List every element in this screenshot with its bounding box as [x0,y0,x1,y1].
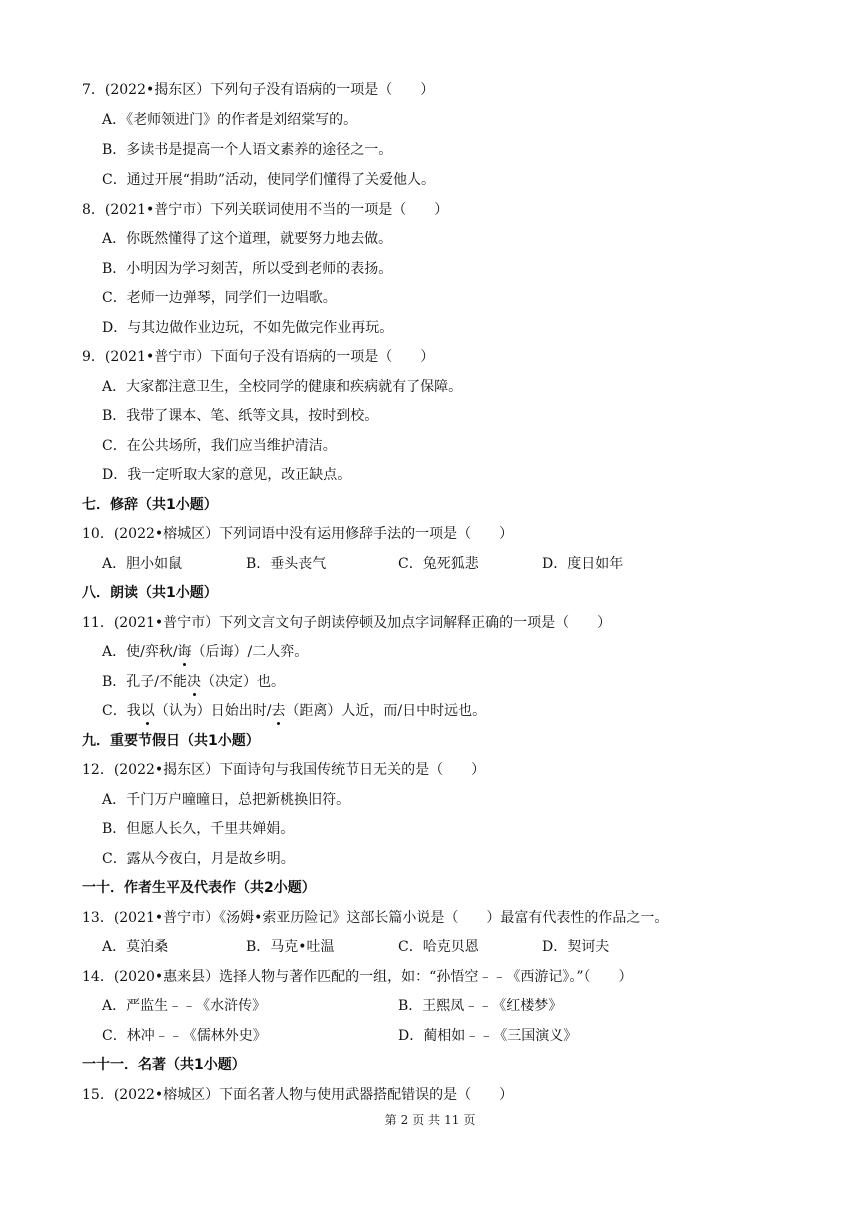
question-11-option-b [102,672,285,692]
section-heading-reading-aloud: 八．朗读（共1小题） [82,585,218,601]
question-7-stem: 7．(2022•揭东区）下列句子没有语病的一项是（ ） [82,82,435,98]
dotted-character: 诲 [177,644,192,660]
footer-prefix: 第 [384,1113,397,1127]
question-9-stem: 9．(2021•普宁市）下面句子没有语病的一项是（ ） [82,349,435,365]
question-13-stem: 13．(2021•普宁市）《汤姆•索亚历险记》这部长篇小说是（ ）最富有代表性的作品之一。 [82,910,669,926]
question-10-option-d: D．度日如年 [542,556,624,572]
question-10-stem: 10．(2022•榕城区）下列词语中没有运用修辞手法的一项是（ ） [82,526,514,542]
current-page-number: 2 [400,1113,409,1127]
question-11-option-a [102,642,308,662]
question-14-option-b: B．王熙凤﹣﹣《红楼梦》 [398,998,563,1014]
section-heading-rhetoric: 七．修辞（共1小题） [82,497,218,513]
question-7-option-b: B．多读书是提高一个人语文素养的途径之一。 [102,142,393,158]
question-12-stem: 12．(2022•揭东区）下面诗句与我国传统节日无关的是（ ） [82,762,486,778]
section-heading-holidays: 九．重要节假日（共1小题） [82,733,260,749]
question-10-option-b: B．垂头丧气 [246,556,327,572]
question-9-option-a: A．大家都注意卫生，全校同学的健康和疾病就有了保障。 [102,379,463,395]
question-9-option-c: C．在公共场所，我们应当维护清洁。 [102,438,337,454]
option-c-text-middle: （认为）日始出时/ [154,703,272,719]
option-c-text-start: C．我 [102,703,141,719]
footer-middle: 页 共 [412,1113,441,1127]
question-14-option-d: D．蔺相如﹣﹣《三国演义》 [398,1028,578,1044]
question-13-option-d: D．契诃夫 [542,939,610,955]
option-c-text-end: （距离）人近，而/日中时远也。 [285,703,487,719]
question-14-option-a: A．严监生﹣﹣《水浒传》 [102,998,267,1014]
question-11-stem: 11．(2021•普宁市）下列文言文句子朗读停顿及加点字词解释正确的一项是（ ） [82,615,612,631]
section-heading-authors: 一十．作者生平及代表作（共2小题） [82,880,316,896]
question-7-option-a: A．《老师领进门》的作者是刘绍棠写的。 [102,112,358,128]
section-heading-classics: 一十一．名著（共1小题） [82,1057,246,1073]
page-footer [0,1111,860,1128]
option-a-text-start: A．使/弈秋/ [102,644,178,660]
question-14-option-c: C．林冲﹣﹣《儒林外史》 [102,1028,267,1044]
dotted-character: 决 [187,674,202,690]
option-b-text-start: B．孔子/不能 [102,674,188,690]
footer-suffix: 页 [463,1113,476,1127]
question-8-option-b: B．小明因为学习刻苦，所以受到老师的表扬。 [102,261,393,277]
total-page-count: 11 [444,1113,460,1127]
question-13-option-c: C．哈克贝恩 [398,939,479,955]
question-10-option-c: C．兔死狐悲 [398,556,479,572]
question-9-option-b: B．我带了课本、笔、纸等文具，按时到校。 [102,408,379,424]
question-7-option-c: C．通过开展“捐助”活动，使同学们懂得了关爱他人。 [102,172,436,188]
dotted-character: 以 [140,703,155,719]
question-8-option-d: D．与其边做作业边玩，不如先做完作业再玩。 [102,320,394,336]
dotted-character: 去 [271,703,286,719]
question-10-option-a: A．胆小如鼠 [102,556,183,572]
question-15-stem: 15．(2022•榕城区）下面名著人物与使用武器搭配错误的是（ ） [82,1087,514,1103]
question-8-option-a: A．你既然懂得了这个道理，就要努力地去做。 [102,231,393,247]
question-12-option-c: C．露从今夜白，月是故乡明。 [102,851,295,867]
question-13-option-b: B．马克•吐温 [246,939,335,955]
question-11-option-c [102,701,486,721]
question-13-option-a: A．莫泊桑 [102,939,169,955]
question-8-stem: 8．(2021•普宁市）下列关联词使用不当的一项是（ ） [82,202,449,218]
question-12-option-b: B．但愿人长久，千里共婵娟。 [102,821,295,837]
question-14-stem: 14．(2020•惠来县）选择人物与著作匹配的一组，如：“孙悟空﹣﹣《西游记》。”（ ） [82,969,633,985]
question-8-option-c: C．老师一边弹琴，同学们一边唱歌。 [102,290,337,306]
question-9-option-d: D．我一定听取大家的意见，改正缺点。 [102,467,352,483]
option-a-text-end: （后诲）/二人弈。 [191,644,309,660]
option-b-text-end: （决定）也。 [201,674,286,690]
question-12-option-a: A．千门万户曈曈日，总把新桃换旧符。 [102,792,351,808]
